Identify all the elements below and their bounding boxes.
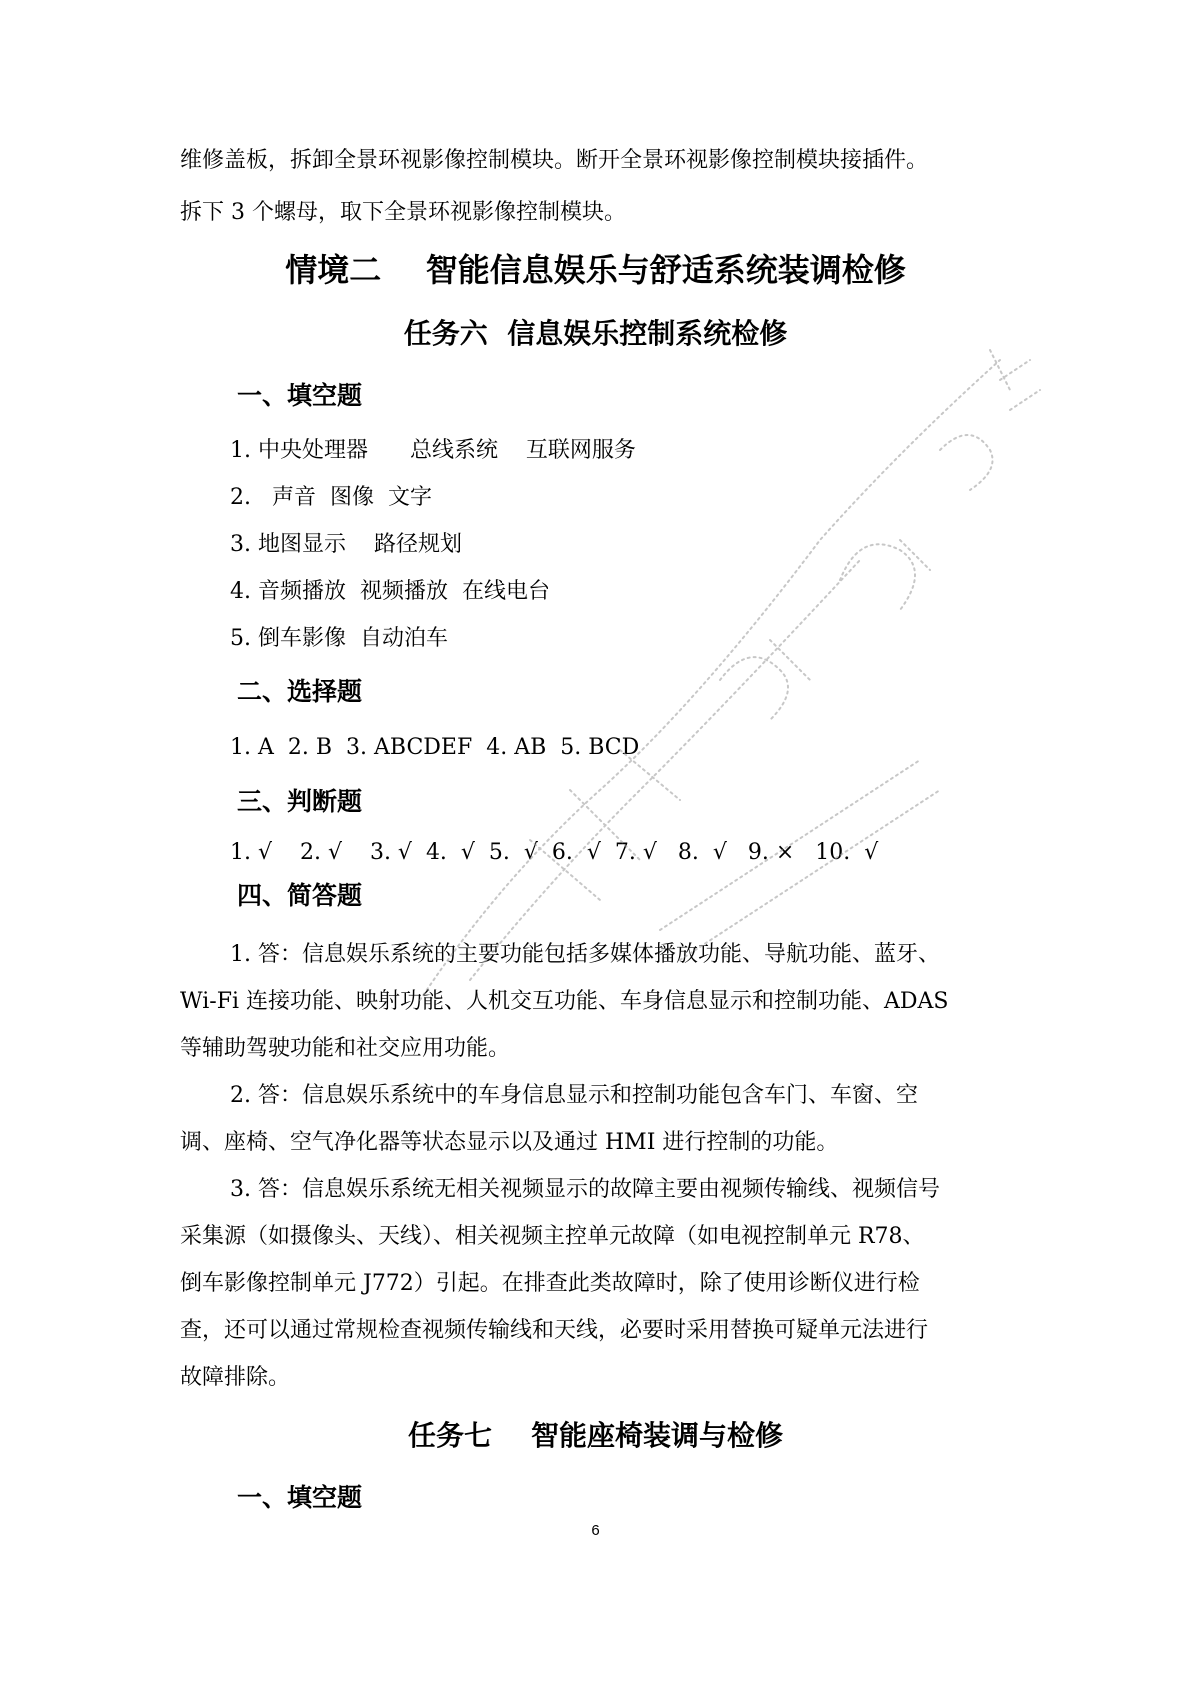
task6-choice-heading: 二、选择题 [237, 677, 363, 706]
short-answer-line-7: 采集源（如摄像头、天线）、相关视频主控单元故障（如电视控制单元 R78、 [180, 1224, 925, 1249]
intro-line-2: 拆下 3 个螺母，取下全景环视影像控制模块。 [180, 200, 626, 225]
short-answer-line-2: Wi-Fi 连接功能、映射功能、人机交互功能、车身信息显示和控制功能、ADAS [180, 989, 949, 1014]
watermark-graphic [300, 320, 1060, 1040]
task7-title: 任务七 智能座椅装调与检修 [408, 1419, 783, 1452]
fill-blank-item-1: 1. 中央处理器 总线系统 互联网服务 [230, 438, 636, 463]
fill-blank-item-4: 4. 音频播放 视频播放 在线电台 [230, 579, 550, 604]
short-answer-line-8: 倒车影像控制单元 J772）引起。在排查此类故障时，除了使用诊断仪进行检 [180, 1271, 920, 1296]
fill-blank-item-2: 2. 声音 图像 文字 [230, 485, 432, 510]
scenario-title: 情境二 智能信息娱乐与舒适系统装调检修 [285, 251, 906, 289]
page-number: 6 [591, 1522, 600, 1539]
short-answer-line-3: 等辅助驾驶功能和社交应用功能。 [180, 1036, 511, 1061]
intro-line-1: 维修盖板，拆卸全景环视影像控制模块。断开全景环视影像控制模块接插件。 [180, 148, 929, 173]
task6-judge-heading: 三、判断题 [237, 787, 363, 816]
short-answer-line-4: 2. 答：信息娱乐系统中的车身信息显示和控制功能包含车门、车窗、空 [230, 1083, 918, 1108]
task7-fill-blank-heading: 一、填空题 [237, 1483, 363, 1512]
short-answer-line-1: 1. 答：信息娱乐系统的主要功能包括多媒体播放功能、导航功能、蓝牙、 [230, 942, 940, 967]
short-answer-line-6: 3. 答：信息娱乐系统无相关视频显示的故障主要由视频传输线、视频信号 [230, 1177, 940, 1202]
short-answer-line-5: 调、座椅、空气净化器等状态显示以及通过 HMI 进行控制的功能。 [180, 1130, 839, 1155]
task6-title: 任务六 信息娱乐控制系统检修 [403, 317, 788, 350]
fill-blank-item-5: 5. 倒车影像 自动泊车 [230, 626, 448, 651]
fill-blank-item-3: 3. 地图显示 路径规划 [230, 532, 462, 557]
task6-short-answer-heading: 四、简答题 [237, 881, 363, 910]
task6-fill-blank-heading: 一、填空题 [237, 381, 363, 410]
short-answer-line-10: 故障排除。 [180, 1365, 291, 1390]
choice-answers: 1. A 2. B 3. ABCDEF 4. AB 5. BCD [230, 735, 640, 760]
judge-answers: 1. √ 2. √ 3. √ 4. √ 5. √ 6. √ 7. √ 8. √ 9. × 10. √ [230, 840, 879, 865]
short-answer-line-9: 查，还可以通过常规检查视频传输线和天线，必要时采用替换可疑单元法进行 [180, 1318, 929, 1343]
